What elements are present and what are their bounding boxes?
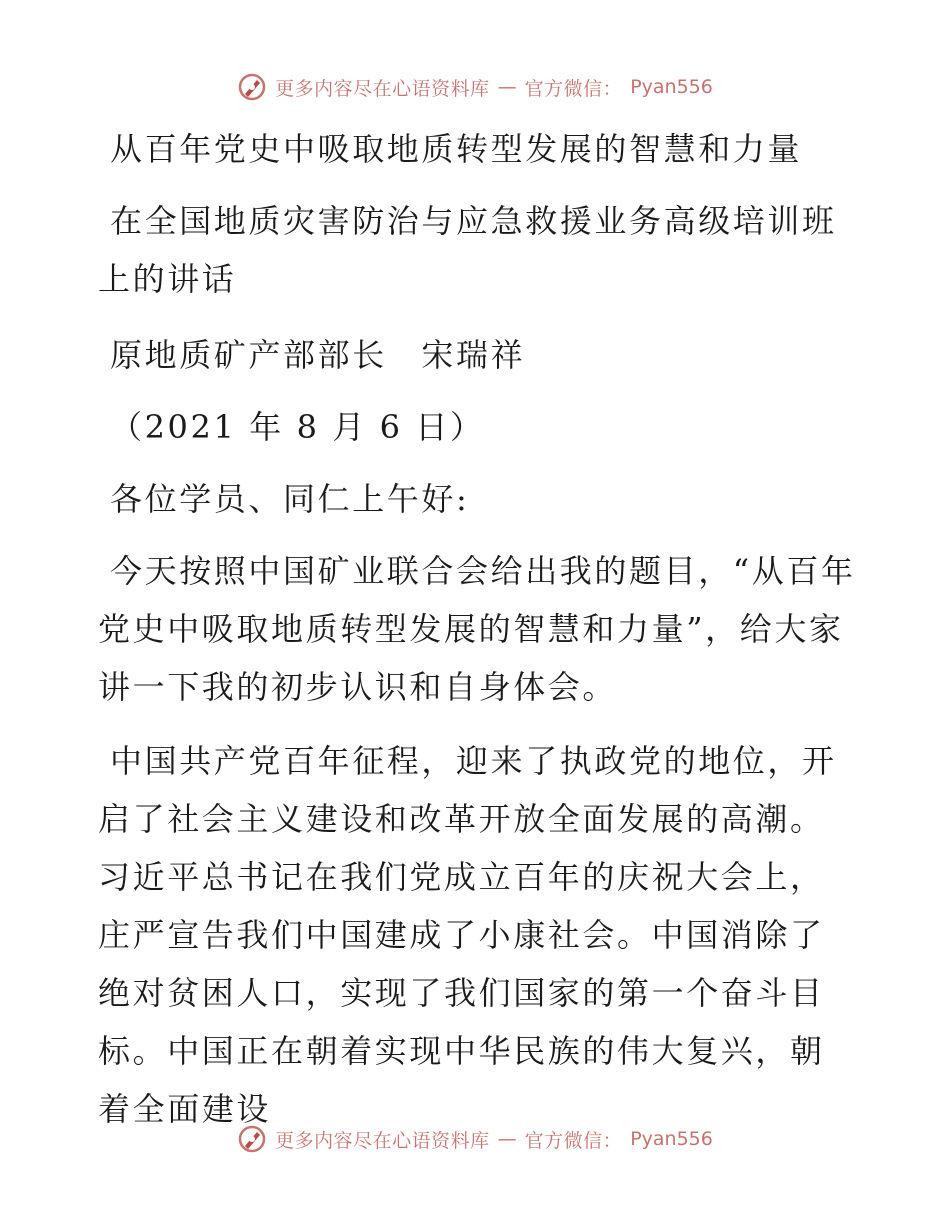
pen-logo-icon	[237, 72, 267, 102]
paragraph-2: 中国共产党百年征程，迎来了执政党的地位，开启了社会主义建设和改革开放全面发展的高潮。习近平总书记在我们党成立百年的庆祝大会上，庄严宣告我们中国建成了小康社会。中国消除了绝对贫困人口，实现了我们国家的第一个奋斗目标。中国正在朝着实现中华民族的伟大复兴，朝着全面建设	[98, 742, 837, 1128]
footer-watermark	[0, 1124, 950, 1154]
paragraph-1: 今天按照中国矿业联合会给出我的题目，“从百年党史中吸取地质转型发展的智慧和力量”，给大家讲一下我的初步认识和自身体会。	[98, 552, 856, 706]
document-greeting: 各位学员、同仁上午好:	[110, 480, 470, 518]
watermark-separator: —	[497, 1128, 517, 1150]
document-subtitle: 在全国地质灾害防治与应急救援业务高级培训班上的讲话	[98, 202, 837, 298]
watermark-id: Pyan556	[630, 1128, 713, 1150]
pen-logo-icon	[237, 1124, 267, 1154]
watermark-text: 更多内容尽在心语资料库	[275, 77, 490, 100]
document-title: 从百年党史中吸取地质转型发展的智慧和力量	[110, 130, 803, 168]
document-author: 原地质矿产部部长 宋瑞祥	[110, 336, 526, 374]
watermark-text: 更多内容尽在心语资料库	[275, 1129, 490, 1152]
watermark-id: Pyan556	[630, 76, 713, 98]
header-watermark	[0, 72, 950, 102]
watermark-label: 官方微信：	[524, 1129, 623, 1152]
watermark-separator: —	[497, 76, 517, 98]
watermark-label: 官方微信：	[524, 77, 623, 100]
document-body	[98, 120, 858, 1138]
document-date: （2021 年 8 月 6 日）	[110, 408, 485, 446]
